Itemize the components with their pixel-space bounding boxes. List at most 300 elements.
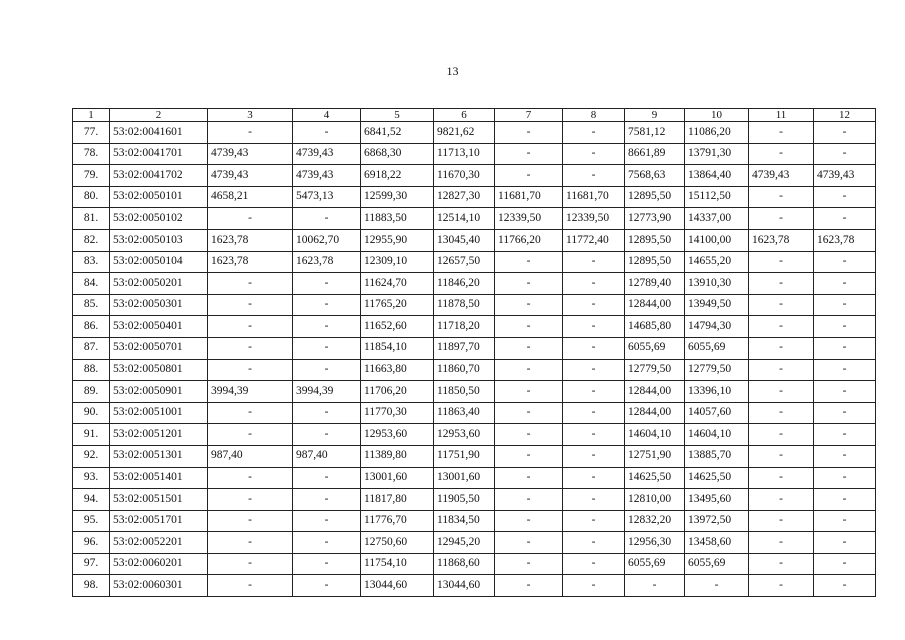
value-cell: 14604,10: [625, 424, 685, 446]
value-cell: -: [563, 122, 625, 144]
cadastral-code-cell: 53:02:0050102: [110, 208, 208, 230]
table-row: [73, 229, 876, 251]
value-cell: -: [208, 316, 293, 338]
value-cell: 13396,10: [685, 381, 749, 403]
value-cell: -: [814, 553, 876, 575]
value-cell: 8661,89: [625, 143, 685, 165]
value-cell: 1623,78: [208, 251, 293, 273]
column-header-3: 3: [208, 109, 293, 122]
value-cell: -: [814, 186, 876, 208]
value-cell: -: [293, 402, 361, 424]
value-cell: 11766,20: [495, 229, 563, 251]
value-cell: -: [293, 273, 361, 295]
table-row: [73, 467, 876, 489]
row-number-cell: 93.: [73, 467, 110, 489]
value-cell: 13495,60: [685, 489, 749, 511]
value-cell: 13885,70: [685, 445, 749, 467]
value-cell: -: [749, 359, 814, 381]
column-header-12: 12: [814, 109, 876, 122]
value-cell: -: [563, 165, 625, 187]
value-cell: -: [495, 489, 563, 511]
value-cell: 3994,39: [208, 381, 293, 403]
value-cell: -: [495, 294, 563, 316]
value-cell: -: [495, 467, 563, 489]
value-cell: 11868,60: [434, 553, 495, 575]
value-cell: 14057,60: [685, 402, 749, 424]
value-cell: -: [814, 532, 876, 554]
row-number-cell: 97.: [73, 553, 110, 575]
cadastral-code-cell: 53:02:0051201: [110, 424, 208, 446]
value-cell: -: [495, 424, 563, 446]
value-cell: 13791,30: [685, 143, 749, 165]
value-cell: 12844,00: [625, 294, 685, 316]
value-cell: -: [563, 143, 625, 165]
value-cell: 12789,40: [625, 273, 685, 295]
value-cell: -: [495, 165, 563, 187]
value-cell: 6055,69: [625, 553, 685, 575]
value-cell: 13910,30: [685, 273, 749, 295]
value-cell: 12339,50: [563, 208, 625, 230]
row-number-cell: 87.: [73, 337, 110, 359]
value-cell: 4739,43: [208, 165, 293, 187]
value-cell: 6055,69: [685, 553, 749, 575]
value-cell: 11681,70: [495, 186, 563, 208]
value-cell: 4739,43: [749, 165, 814, 187]
column-header-8: 8: [563, 109, 625, 122]
value-cell: 13864,40: [685, 165, 749, 187]
cadastral-code-cell: 53:02:0041701: [110, 143, 208, 165]
value-cell: 14685,80: [625, 316, 685, 338]
value-cell: -: [495, 273, 563, 295]
value-cell: 13044,60: [434, 575, 495, 597]
value-cell: 11663,80: [361, 359, 434, 381]
table-row: [73, 122, 876, 144]
value-cell: -: [749, 186, 814, 208]
cadastral-code-cell: 53:02:0050101: [110, 186, 208, 208]
table-row: [73, 359, 876, 381]
value-cell: -: [749, 273, 814, 295]
row-number-cell: 79.: [73, 165, 110, 187]
value-cell: 11850,50: [434, 381, 495, 403]
value-cell: 13045,40: [434, 229, 495, 251]
value-cell: -: [749, 337, 814, 359]
value-cell: -: [563, 273, 625, 295]
row-number-cell: 78.: [73, 143, 110, 165]
value-cell: 13044,60: [361, 575, 434, 597]
value-cell: -: [293, 467, 361, 489]
value-cell: 12844,00: [625, 402, 685, 424]
value-cell: 1623,78: [749, 229, 814, 251]
value-cell: 11751,90: [434, 445, 495, 467]
value-cell: -: [749, 575, 814, 597]
value-cell: 11854,10: [361, 337, 434, 359]
value-cell: -: [208, 553, 293, 575]
cadastral-code-cell: 53:02:0050103: [110, 229, 208, 251]
table-row: [73, 445, 876, 467]
value-cell: 13949,50: [685, 294, 749, 316]
value-cell: -: [814, 359, 876, 381]
value-cell: -: [563, 553, 625, 575]
value-cell: -: [685, 575, 749, 597]
value-cell: -: [814, 251, 876, 273]
cadastral-code-cell: 53:02:0050901: [110, 381, 208, 403]
value-cell: 11878,50: [434, 294, 495, 316]
value-cell: 13001,60: [434, 467, 495, 489]
value-cell: -: [563, 316, 625, 338]
row-number-cell: 80.: [73, 186, 110, 208]
value-cell: 11670,30: [434, 165, 495, 187]
value-cell: 11086,20: [685, 122, 749, 144]
value-cell: 12895,50: [625, 251, 685, 273]
cadastral-code-cell: 53:02:0050401: [110, 316, 208, 338]
value-cell: 12810,00: [625, 489, 685, 511]
value-cell: 6918,22: [361, 165, 434, 187]
value-cell: -: [563, 575, 625, 597]
column-header-5: 5: [361, 109, 434, 122]
value-cell: 12751,90: [625, 445, 685, 467]
value-cell: -: [208, 359, 293, 381]
value-cell: -: [814, 122, 876, 144]
table-row: [73, 575, 876, 597]
value-cell: -: [563, 532, 625, 554]
value-cell: 12750,60: [361, 532, 434, 554]
table-row: [73, 208, 876, 230]
value-cell: 11706,20: [361, 381, 434, 403]
cadastral-code-cell: 53:02:0060301: [110, 575, 208, 597]
value-cell: -: [293, 424, 361, 446]
value-cell: 11681,70: [563, 186, 625, 208]
page-number: 13: [446, 64, 459, 78]
value-cell: 11624,70: [361, 273, 434, 295]
value-cell: 12945,20: [434, 532, 495, 554]
row-number-cell: 88.: [73, 359, 110, 381]
value-cell: -: [495, 510, 563, 532]
value-cell: -: [495, 575, 563, 597]
column-header-2: 2: [110, 109, 208, 122]
row-number-cell: 96.: [73, 532, 110, 554]
cadastral-code-cell: 53:02:0050801: [110, 359, 208, 381]
table-row: [73, 143, 876, 165]
table-row: [73, 273, 876, 295]
cadastral-code-cell: 53:02:0051001: [110, 402, 208, 424]
cadastral-code-cell: 53:02:0050701: [110, 337, 208, 359]
value-cell: -: [293, 510, 361, 532]
value-cell: 11817,80: [361, 489, 434, 511]
row-number-cell: 95.: [73, 510, 110, 532]
value-cell: -: [563, 424, 625, 446]
row-number-cell: 84.: [73, 273, 110, 295]
cadastral-code-cell: 53:02:0051701: [110, 510, 208, 532]
value-cell: -: [293, 489, 361, 511]
table-row: [73, 489, 876, 511]
value-cell: -: [208, 337, 293, 359]
cadastral-code-cell: 53:02:0051401: [110, 467, 208, 489]
value-cell: -: [208, 402, 293, 424]
value-cell: -: [208, 294, 293, 316]
value-cell: 15112,50: [685, 186, 749, 208]
header-row: [73, 109, 876, 122]
value-cell: -: [749, 445, 814, 467]
value-cell: 5473,13: [293, 186, 361, 208]
cadastral-code-cell: 53:02:0052201: [110, 532, 208, 554]
value-cell: -: [293, 553, 361, 575]
cadastral-code-cell: 53:02:0051501: [110, 489, 208, 511]
data-table: [72, 108, 876, 597]
value-cell: -: [563, 251, 625, 273]
value-cell: 12953,60: [361, 424, 434, 446]
value-cell: 14100,00: [685, 229, 749, 251]
value-cell: 13458,60: [685, 532, 749, 554]
table-row: [73, 316, 876, 338]
value-cell: -: [814, 143, 876, 165]
row-number-cell: 82.: [73, 229, 110, 251]
value-cell: -: [814, 316, 876, 338]
row-number-cell: 90.: [73, 402, 110, 424]
value-cell: 11863,40: [434, 402, 495, 424]
table-row: [73, 337, 876, 359]
value-cell: -: [208, 510, 293, 532]
row-number-cell: 83.: [73, 251, 110, 273]
value-cell: 4739,43: [293, 165, 361, 187]
value-cell: -: [814, 575, 876, 597]
value-cell: -: [495, 381, 563, 403]
value-cell: -: [625, 575, 685, 597]
column-header-6: 6: [434, 109, 495, 122]
value-cell: 1623,78: [814, 229, 876, 251]
value-cell: 11834,50: [434, 510, 495, 532]
value-cell: 12844,00: [625, 381, 685, 403]
value-cell: 11883,50: [361, 208, 434, 230]
value-cell: -: [749, 294, 814, 316]
row-number-cell: 86.: [73, 316, 110, 338]
value-cell: -: [293, 316, 361, 338]
value-cell: 11713,10: [434, 143, 495, 165]
value-cell: 11772,40: [563, 229, 625, 251]
value-cell: -: [495, 251, 563, 273]
value-cell: 11905,50: [434, 489, 495, 511]
value-cell: 11389,80: [361, 445, 434, 467]
table-row: [73, 402, 876, 424]
value-cell: -: [293, 359, 361, 381]
value-cell: 14625,50: [685, 467, 749, 489]
value-cell: 6055,69: [625, 337, 685, 359]
value-cell: 12956,30: [625, 532, 685, 554]
value-cell: 6055,69: [685, 337, 749, 359]
value-cell: 987,40: [208, 445, 293, 467]
value-cell: -: [749, 316, 814, 338]
value-cell: -: [563, 381, 625, 403]
value-cell: 1623,78: [293, 251, 361, 273]
value-cell: 14794,30: [685, 316, 749, 338]
value-cell: 11860,70: [434, 359, 495, 381]
value-cell: -: [208, 532, 293, 554]
value-cell: -: [208, 424, 293, 446]
value-cell: -: [749, 251, 814, 273]
value-cell: 12832,20: [625, 510, 685, 532]
value-cell: -: [495, 553, 563, 575]
column-header-7: 7: [495, 109, 563, 122]
column-header-4: 4: [293, 109, 361, 122]
table-row: [73, 251, 876, 273]
value-cell: 11765,20: [361, 294, 434, 316]
value-cell: -: [293, 122, 361, 144]
value-cell: -: [208, 122, 293, 144]
value-cell: 11770,30: [361, 402, 434, 424]
value-cell: -: [563, 445, 625, 467]
value-cell: -: [814, 467, 876, 489]
value-cell: -: [293, 575, 361, 597]
value-cell: -: [208, 575, 293, 597]
value-cell: -: [495, 402, 563, 424]
table-row: [73, 532, 876, 554]
value-cell: 11846,20: [434, 273, 495, 295]
value-cell: 12773,90: [625, 208, 685, 230]
table-row: [73, 553, 876, 575]
value-cell: -: [814, 445, 876, 467]
value-cell: 12895,50: [625, 229, 685, 251]
table-row: [73, 381, 876, 403]
value-cell: 12599,30: [361, 186, 434, 208]
value-cell: 4739,43: [293, 143, 361, 165]
value-cell: -: [814, 273, 876, 295]
value-cell: -: [749, 489, 814, 511]
value-cell: 13972,50: [685, 510, 749, 532]
value-cell: -: [814, 208, 876, 230]
value-cell: -: [563, 510, 625, 532]
table-row: [73, 165, 876, 187]
value-cell: 12953,60: [434, 424, 495, 446]
value-cell: -: [749, 424, 814, 446]
value-cell: -: [293, 208, 361, 230]
cadastral-code-cell: 53:02:0050301: [110, 294, 208, 316]
cadastral-code-cell: 53:02:0051301: [110, 445, 208, 467]
value-cell: 11718,20: [434, 316, 495, 338]
value-cell: 3994,39: [293, 381, 361, 403]
table-row: [73, 510, 876, 532]
table-row: [73, 186, 876, 208]
value-cell: 12779,50: [625, 359, 685, 381]
value-cell: -: [749, 553, 814, 575]
value-cell: -: [814, 510, 876, 532]
value-cell: -: [814, 489, 876, 511]
value-cell: -: [749, 208, 814, 230]
value-cell: -: [749, 510, 814, 532]
value-cell: 12514,10: [434, 208, 495, 230]
column-header-1: 1: [73, 109, 110, 122]
value-cell: -: [495, 143, 563, 165]
value-cell: 12657,50: [434, 251, 495, 273]
value-cell: -: [495, 337, 563, 359]
value-cell: 9821,62: [434, 122, 495, 144]
value-cell: -: [814, 337, 876, 359]
value-cell: -: [495, 316, 563, 338]
value-cell: -: [749, 143, 814, 165]
value-cell: -: [814, 294, 876, 316]
value-cell: -: [563, 402, 625, 424]
value-cell: -: [563, 359, 625, 381]
table-row: [73, 294, 876, 316]
value-cell: -: [208, 489, 293, 511]
value-cell: -: [293, 337, 361, 359]
row-number-cell: 85.: [73, 294, 110, 316]
value-cell: 7581,12: [625, 122, 685, 144]
value-cell: -: [495, 122, 563, 144]
row-number-cell: 77.: [73, 122, 110, 144]
value-cell: -: [495, 445, 563, 467]
value-cell: -: [563, 489, 625, 511]
row-number-cell: 81.: [73, 208, 110, 230]
value-cell: -: [208, 208, 293, 230]
row-number-cell: 91.: [73, 424, 110, 446]
value-cell: 12895,50: [625, 186, 685, 208]
value-cell: -: [749, 467, 814, 489]
cadastral-code-cell: 53:02:0050104: [110, 251, 208, 273]
value-cell: 14337,00: [685, 208, 749, 230]
value-cell: -: [749, 402, 814, 424]
value-cell: 4658,21: [208, 186, 293, 208]
value-cell: -: [749, 532, 814, 554]
value-cell: -: [814, 424, 876, 446]
value-cell: 11652,60: [361, 316, 434, 338]
value-cell: 12309,10: [361, 251, 434, 273]
cadastral-code-cell: 53:02:0041702: [110, 165, 208, 187]
row-number-cell: 98.: [73, 575, 110, 597]
cadastral-code-cell: 53:02:0050201: [110, 273, 208, 295]
value-cell: -: [814, 402, 876, 424]
value-cell: 12339,50: [495, 208, 563, 230]
value-cell: 4739,43: [814, 165, 876, 187]
row-number-cell: 94.: [73, 489, 110, 511]
value-cell: 12955,90: [361, 229, 434, 251]
value-cell: -: [495, 359, 563, 381]
cadastral-code-cell: 53:02:0041601: [110, 122, 208, 144]
value-cell: 10062,70: [293, 229, 361, 251]
value-cell: 1623,78: [208, 229, 293, 251]
cadastral-code-cell: 53:02:0060201: [110, 553, 208, 575]
value-cell: -: [563, 294, 625, 316]
row-number-cell: 92.: [73, 445, 110, 467]
value-cell: -: [563, 337, 625, 359]
value-cell: 6868,30: [361, 143, 434, 165]
value-cell: 11897,70: [434, 337, 495, 359]
value-cell: -: [563, 467, 625, 489]
value-cell: 7568,63: [625, 165, 685, 187]
value-cell: -: [749, 381, 814, 403]
value-cell: 6841,52: [361, 122, 434, 144]
value-cell: -: [495, 532, 563, 554]
value-cell: -: [208, 273, 293, 295]
value-cell: 12779,50: [685, 359, 749, 381]
value-cell: 14625,50: [625, 467, 685, 489]
value-cell: -: [814, 381, 876, 403]
value-cell: 14604,10: [685, 424, 749, 446]
value-cell: -: [208, 467, 293, 489]
table-row: [73, 424, 876, 446]
row-number-cell: 89.: [73, 381, 110, 403]
value-cell: 12827,30: [434, 186, 495, 208]
value-cell: 987,40: [293, 445, 361, 467]
column-header-11: 11: [749, 109, 814, 122]
value-cell: 11754,10: [361, 553, 434, 575]
value-cell: -: [293, 532, 361, 554]
value-cell: -: [749, 122, 814, 144]
column-header-9: 9: [625, 109, 685, 122]
value-cell: -: [293, 294, 361, 316]
value-cell: 14655,20: [685, 251, 749, 273]
value-cell: 11776,70: [361, 510, 434, 532]
value-cell: 13001,60: [361, 467, 434, 489]
value-cell: 4739,43: [208, 143, 293, 165]
